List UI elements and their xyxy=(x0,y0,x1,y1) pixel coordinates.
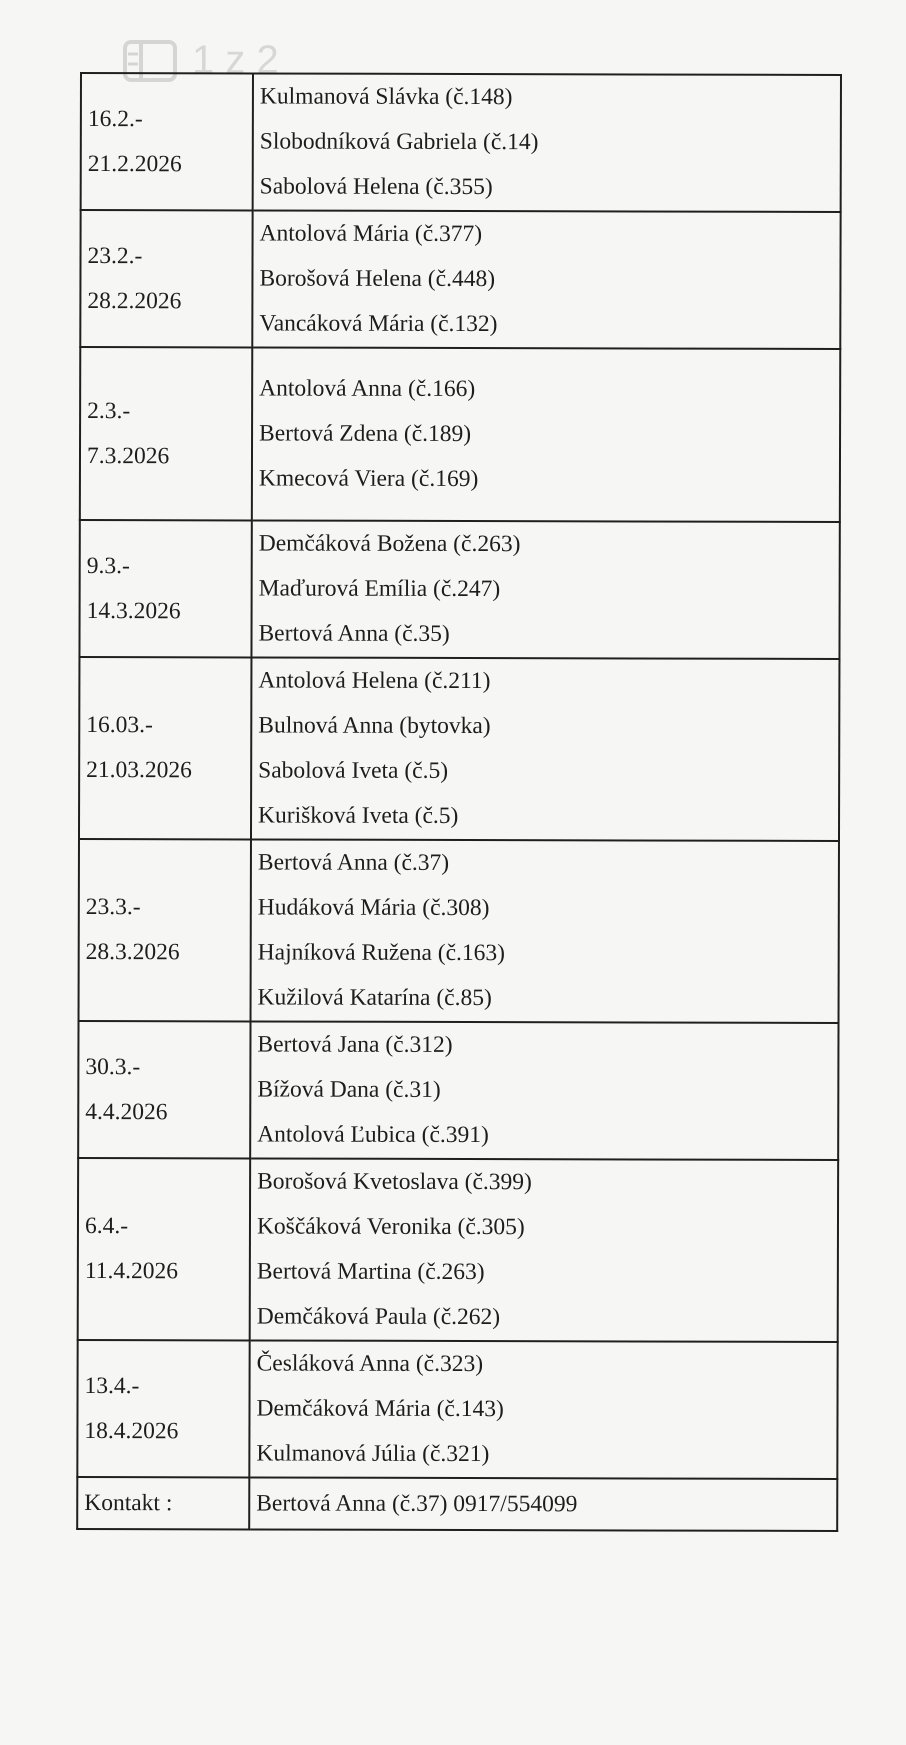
person-name: Koščáková Veronika (č.305) xyxy=(256,1213,525,1241)
table-row xyxy=(78,1158,838,1342)
person-name: Antolová Anna (č.166) xyxy=(259,375,476,403)
names-cell xyxy=(251,839,839,1023)
person-name: Kmecová Viera (č.169) xyxy=(258,465,479,493)
person-name: Bertová Anna (č.37) xyxy=(257,849,450,876)
date-to: 21.2.2026 xyxy=(87,150,182,177)
date-from: 30.3.- xyxy=(85,1053,141,1080)
date-from: 16.2.- xyxy=(87,105,143,132)
person-name: Slobodníková Gabriela (č.14) xyxy=(259,128,539,156)
date-to: 28.3.2026 xyxy=(85,939,180,966)
date-range-cell xyxy=(80,347,252,520)
date-range-cell xyxy=(79,657,251,839)
date-range-cell xyxy=(78,1021,250,1158)
person-name: Sabolová Iveta (č.5) xyxy=(258,757,449,784)
contact-label: Kontakt : xyxy=(77,1477,249,1529)
person-name: Borošová Helena (č.448) xyxy=(259,265,496,293)
date-range-cell xyxy=(80,210,252,347)
date-from: 2.3.- xyxy=(87,397,131,424)
names-cell xyxy=(251,520,839,659)
person-name: Česláková Anna (č.323) xyxy=(256,1350,484,1378)
names-cell xyxy=(249,1340,837,1479)
date-to: 11.4.2026 xyxy=(84,1258,179,1285)
names-cell xyxy=(253,73,841,212)
date-from: 16.03.- xyxy=(86,712,153,739)
table-row xyxy=(79,839,839,1023)
date-to: 21.03.2026 xyxy=(86,757,192,784)
person-name: Bertová Zdena (č.189) xyxy=(259,420,472,448)
table-row xyxy=(81,73,841,212)
table-row xyxy=(78,1021,838,1160)
person-name: Hajníková Ružena (č.163) xyxy=(257,939,506,967)
table-row xyxy=(79,657,839,841)
person-name: Antolová Mária (č.377) xyxy=(259,220,483,248)
person-name: Demčáková Mária (č.143) xyxy=(256,1395,504,1423)
date-range-cell xyxy=(79,839,251,1021)
person-name: Kulmanová Slávka (č.148) xyxy=(259,83,513,111)
date-to: 14.3.2026 xyxy=(86,597,181,624)
table-row xyxy=(80,347,840,522)
person-name: Bertová Martina (č.263) xyxy=(256,1258,485,1286)
person-name: Vancáková Mária (č.132) xyxy=(259,310,498,338)
date-to: 28.2.2026 xyxy=(87,287,182,314)
person-name: Sabolová Helena (č.355) xyxy=(259,173,493,201)
person-name: Borošová Kvetoslava (č.399) xyxy=(257,1168,532,1196)
names-cell xyxy=(250,1021,838,1160)
person-name: Bertová Jana (č.312) xyxy=(257,1031,453,1058)
date-range-cell xyxy=(79,520,251,657)
date-range-cell xyxy=(78,1158,250,1340)
date-from: 6.4.- xyxy=(84,1213,129,1240)
person-name: Bulnová Anna (bytovka) xyxy=(258,712,491,740)
date-from: 9.3.- xyxy=(86,552,130,579)
contact-row xyxy=(77,1477,837,1531)
date-from: 23.3.- xyxy=(85,894,141,921)
person-name: Antolová Helena (č.211) xyxy=(258,667,491,695)
date-to: 18.4.2026 xyxy=(84,1417,179,1444)
person-name: Demčáková Božena (č.263) xyxy=(258,530,521,558)
date-from: 13.4.- xyxy=(84,1372,140,1399)
date-from: 23.2.- xyxy=(87,242,143,269)
names-cell xyxy=(252,347,840,522)
person-name: Bížová Dana (č.31) xyxy=(257,1076,441,1103)
date-to: 4.4.2026 xyxy=(85,1098,168,1125)
person-name: Bertová Anna (č.35) xyxy=(258,620,450,647)
schedule-table xyxy=(76,72,842,1532)
names-cell xyxy=(250,1158,838,1342)
date-range-cell xyxy=(77,1340,249,1477)
person-name: Kulmanová Júlia (č.321) xyxy=(256,1440,490,1468)
person-name: Kurišková Iveta (č.5) xyxy=(258,802,459,829)
person-name: Antolová Ľubica (č.391) xyxy=(257,1121,489,1149)
names-cell xyxy=(252,210,840,349)
person-name: Maďurová Emília (č.247) xyxy=(258,575,501,603)
date-to: 7.3.2026 xyxy=(86,442,170,469)
table-row xyxy=(79,520,839,659)
date-range-cell xyxy=(81,73,253,210)
page-indicator-text: 1 z 2 xyxy=(192,38,279,82)
table-row xyxy=(80,210,840,349)
table-row xyxy=(77,1340,837,1479)
names-cell xyxy=(251,657,839,841)
person-name: Kužilová Katarína (č.85) xyxy=(257,984,492,1012)
contact-value: Bertová Anna (č.37) 0917/554099 xyxy=(249,1477,837,1531)
person-name: Demčáková Paula (č.262) xyxy=(256,1303,501,1331)
person-name: Hudáková Mária (č.308) xyxy=(257,894,490,922)
